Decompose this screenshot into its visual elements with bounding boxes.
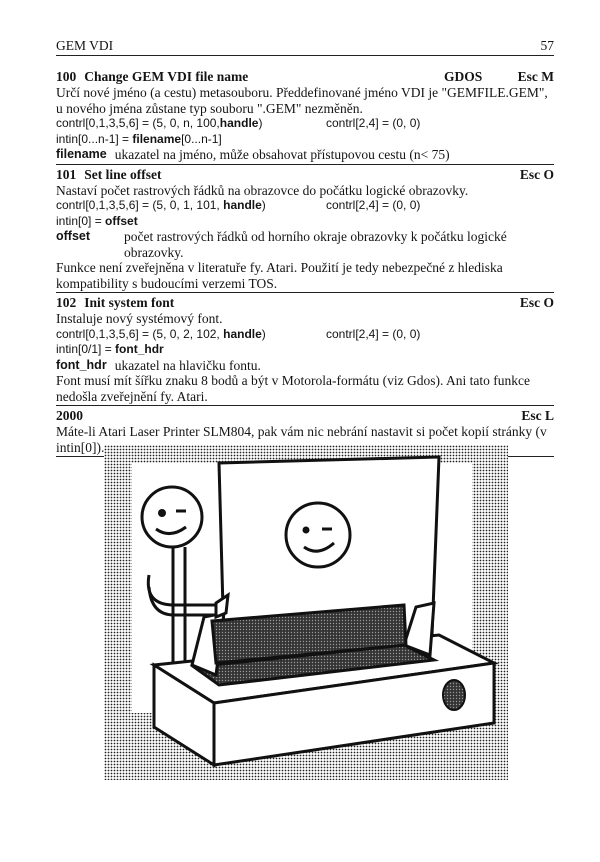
contrl-line xyxy=(56,116,554,132)
parameter-name: filename xyxy=(56,147,107,161)
section-heading xyxy=(56,408,554,424)
figure-eye-icon xyxy=(158,509,166,517)
parameter-name: font_hdr xyxy=(56,357,107,372)
function-note: Font musí mít šířku znaku 8 bodů a být v Motorola-formátu (viz Gdos). Ani tato funkce nedošla zveřejnění fy. Atari. xyxy=(56,373,530,404)
function-description: Nastaví počet rastrových řádků na obrazovce do počátku logické obrazovky. xyxy=(56,182,469,198)
contrl-right: contrl[2,4] = (0, 0) xyxy=(326,198,421,212)
intin-keyword: font_hdr xyxy=(115,342,164,356)
intin-suffix: [0...n-1] xyxy=(181,131,222,146)
contrl-line xyxy=(56,327,554,343)
function-number: 102 xyxy=(56,295,77,310)
intin-line xyxy=(56,342,554,358)
contrl-left-end: ) xyxy=(261,198,266,212)
escape-code: Esc O xyxy=(519,295,554,310)
intin-line xyxy=(56,132,554,148)
section-100 xyxy=(56,69,554,165)
function-tag: GDOS xyxy=(444,69,483,84)
contrl-left-end: ) xyxy=(261,326,266,341)
parameter-row xyxy=(56,358,554,374)
handle-keyword: handle xyxy=(223,198,262,212)
parameter-row xyxy=(56,229,554,260)
contrl-left: contrl[0,1,3,5,6] = (5, 0, n, 100, xyxy=(56,116,220,130)
intin-prefix: intin[0...n-1] = xyxy=(56,131,133,146)
function-description: Máte-li Atari Laser Printer SLM804, pak vám nic nebrání nastavit si počet kopií stránky (v intin[0]). xyxy=(56,424,547,455)
parameter-description: počet rastrových řádků od horního okraje obrazovky k počátku logické obrazovky. xyxy=(124,229,507,260)
escape-code: Esc L xyxy=(521,408,554,423)
parameter-description: ukazatel na hlavičku fontu. xyxy=(114,357,261,373)
parameter-name: offset xyxy=(56,229,91,243)
escape-code: Esc M xyxy=(517,69,554,84)
section-heading xyxy=(56,69,554,85)
page-number: 57 xyxy=(540,38,554,53)
intin-prefix: intin[0] = xyxy=(56,213,106,228)
handle-keyword: handle xyxy=(223,326,262,341)
intin-keyword: filename xyxy=(132,131,182,146)
parameter-description: ukazatel na jméno, může obsahovat přístupovou cestu (n< 75) xyxy=(114,147,450,162)
section-heading xyxy=(56,295,554,311)
intin-prefix: intin[0/1] = xyxy=(56,342,116,356)
function-title: Change GEM VDI file name xyxy=(84,69,249,84)
contrl-right: contrl[2,4] = (0, 0) xyxy=(326,326,421,341)
contrl-left: contrl[0,1,3,5,6] = (5, 0, 1, 101, xyxy=(56,198,224,212)
section-heading xyxy=(56,167,554,183)
contrl-left: contrl[0,1,3,5,6] = (5, 0, 2, 102, xyxy=(56,326,224,341)
function-description: Určí nové jméno (a cestu) metasouboru. Předdefinované jméno VDI je "GEMFILE.GEM", u nového jména zůstane typ souboru ".GEM" nezměněn. xyxy=(56,85,548,116)
function-number: 2000 xyxy=(56,408,83,423)
parameter-row xyxy=(56,147,554,163)
printer-cartoon-illustration xyxy=(104,445,508,780)
page-header xyxy=(56,38,554,56)
section-101 xyxy=(56,167,554,294)
section-102 xyxy=(56,295,554,406)
function-description: Instaluje nový systémový font. xyxy=(56,311,223,326)
function-title: Set line offset xyxy=(84,166,162,182)
contrl-right: contrl[2,4] = (0, 0) xyxy=(326,116,421,130)
handle-keyword: handle xyxy=(219,116,259,130)
function-number: 100 xyxy=(56,69,77,84)
contrl-left-end: ) xyxy=(258,116,263,130)
intin-line xyxy=(56,214,554,230)
printer-port-icon xyxy=(443,680,465,710)
function-title: Init system font xyxy=(84,295,175,310)
page-content xyxy=(56,69,554,459)
running-title: GEM VDI xyxy=(56,38,114,53)
contrl-line xyxy=(56,198,554,214)
intin-keyword: offset xyxy=(105,213,138,228)
function-note: Funkce není zveřejněna v literatuře fy. Atari. Použití je tedy nebezpečné z hlediska kompatibility s budoucími verzemi TOS. xyxy=(56,260,503,291)
function-number: 101 xyxy=(56,166,77,182)
escape-code: Esc O xyxy=(519,166,554,182)
